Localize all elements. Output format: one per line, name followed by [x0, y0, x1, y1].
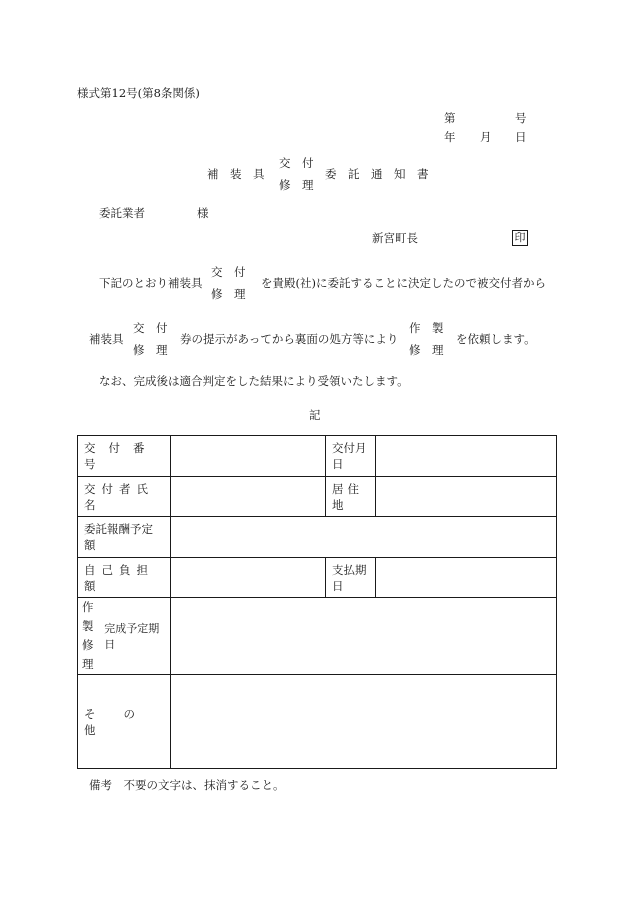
label-other-text: その他: [84, 706, 163, 737]
label-residence-text: 居住地: [332, 481, 363, 512]
field-other[interactable]: [171, 675, 557, 769]
field-issue-number[interactable]: [171, 436, 326, 477]
label-recipient-name-text: 交付者氏名: [84, 481, 154, 512]
body-line2-mid: 券の提示があってから裏面の処方等により: [180, 332, 399, 346]
label-completion-bottom: 修理: [82, 638, 94, 671]
field-residence[interactable]: [376, 477, 557, 517]
label-fee: 委託報酬予定額: [78, 517, 171, 558]
body-line2-prefix: 補装具: [89, 332, 124, 346]
date-day: 日: [515, 130, 527, 144]
label-other: [78, 675, 171, 769]
table-row-issue-number: [78, 436, 557, 477]
label-completion-top: 作製: [82, 600, 94, 633]
form-id: 様式第12号(第8条関係): [77, 86, 200, 100]
field-completion[interactable]: [171, 598, 557, 675]
body-line2-option-top: 交 付: [133, 321, 168, 335]
body-line3: なお、完成後は適合判定をした結果により受領いたします。: [99, 374, 409, 388]
label-self-pay: [78, 558, 171, 598]
body-line2-option2-top: 作 製: [409, 321, 444, 335]
label-completion-options: [82, 598, 104, 674]
title-option-bottom: 修 理: [279, 178, 314, 192]
issuer-name: 新宮町長: [372, 231, 418, 245]
table-row-fee: [78, 517, 557, 558]
addressee-label: 委託業者: [99, 206, 145, 220]
date-month: 月: [480, 130, 492, 144]
label-residence: [326, 477, 376, 517]
body-line2-option2-bottom: 修 理: [409, 343, 444, 357]
body-line1-option-bottom: 修 理: [211, 287, 246, 301]
body-line1-option-top: 交 付: [211, 265, 246, 279]
title-option-top: 交 付: [279, 156, 314, 170]
label-completion-suffix: 完成予定期日: [104, 622, 160, 651]
body-line1-suffix: を貴殿(社)に委託することに決定したので被交付者から: [261, 276, 546, 290]
number-dai: 第: [444, 111, 456, 125]
label-completion-combo: [82, 598, 168, 674]
label-issue-number: [78, 436, 171, 477]
field-fee[interactable]: [171, 517, 557, 558]
body-line1-prefix: 下記のとおり補装具: [99, 276, 203, 290]
title-suffix: 委 託 通 知 書: [325, 167, 429, 181]
table-row-other: [78, 675, 557, 769]
field-recipient-name[interactable]: [171, 477, 326, 517]
table-row-recipient-name: [78, 477, 557, 517]
label-recipient-name: [78, 477, 171, 517]
remark: 備考 不要の文字は、抹消すること。: [89, 778, 285, 792]
date-year: 年: [444, 130, 456, 144]
label-issue-number-text: 交付番号: [84, 441, 158, 471]
number-go: 号: [515, 111, 527, 125]
field-payment-date[interactable]: [376, 558, 557, 598]
title-prefix: 補 装 具: [207, 167, 265, 181]
seal-stamp: 印: [512, 230, 528, 246]
ki-heading: 記: [309, 408, 321, 422]
label-self-pay-text: 自己負担額: [84, 562, 154, 593]
table-row-self-pay: [78, 558, 557, 598]
label-completion: [78, 598, 171, 675]
body-line2-suffix: を依頼します。: [456, 332, 536, 346]
details-table: [77, 435, 557, 769]
body-line2-option-bottom: 修 理: [133, 343, 168, 357]
field-issue-date[interactable]: [376, 436, 557, 477]
label-payment-date: 支払期日: [326, 558, 376, 598]
label-issue-date: 交付月日: [326, 436, 376, 477]
table-row-completion: [78, 598, 557, 675]
addressee-honorific: 様: [197, 206, 209, 220]
field-self-pay[interactable]: [171, 558, 326, 598]
